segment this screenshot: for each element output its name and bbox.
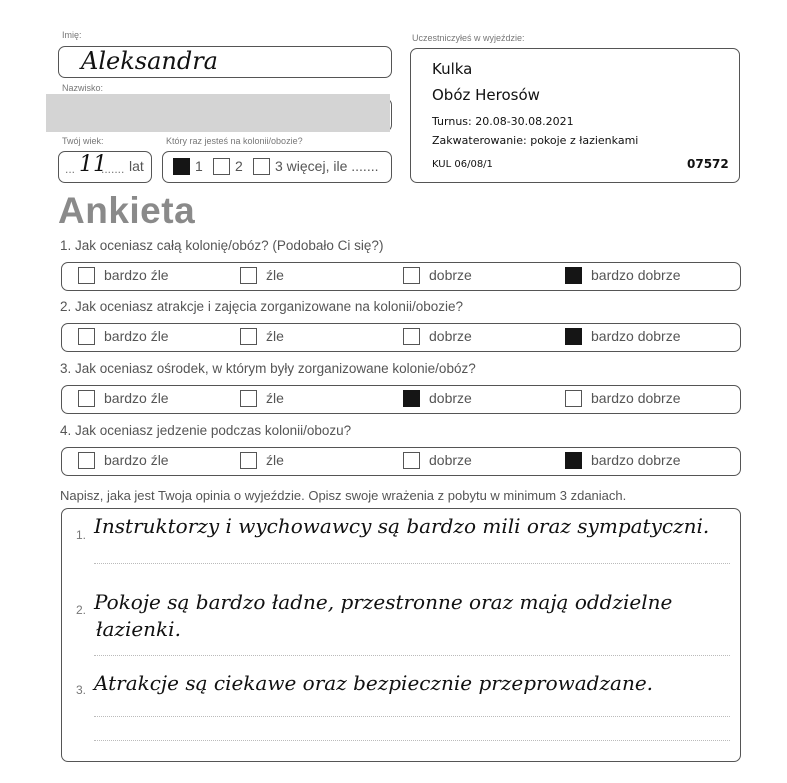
age-field[interactable] bbox=[58, 151, 152, 183]
q2-checkbox-zle[interactable] bbox=[240, 328, 257, 345]
times-option-3: 3 więcej, ile ....... bbox=[275, 158, 379, 174]
question-1-text: 1. Jak oceniasz całą kolonię/obóz? (Podobało Ci się?) bbox=[60, 238, 384, 253]
answer-line-divider bbox=[94, 716, 730, 717]
q2-option-label: bardzo źle bbox=[104, 328, 169, 344]
answer-3-line-1: Atrakcje są ciekawe oraz bezpiecznie przeprowadzane. bbox=[94, 671, 654, 695]
age-dots-before: ... bbox=[65, 162, 76, 176]
name-value: Aleksandra bbox=[81, 47, 218, 75]
q1-option-label: bardzo dobrze bbox=[591, 267, 681, 283]
q3-checkbox-bardzo-zle[interactable] bbox=[78, 390, 95, 407]
participant-accommodation: Zakwaterowanie: pokoje z łazienkami bbox=[432, 134, 639, 147]
q2-checkbox-bardzo-dobrze[interactable] bbox=[565, 328, 582, 345]
q4-option-label: dobrze bbox=[429, 452, 472, 468]
q4-option-label: źle bbox=[266, 452, 284, 468]
answer-line-divider bbox=[94, 655, 730, 656]
question-3-options bbox=[61, 385, 741, 414]
age-dots-after: ....... bbox=[101, 162, 125, 176]
q2-option-label: bardzo dobrze bbox=[591, 328, 681, 344]
participant-code: KUL 06/08/1 bbox=[432, 159, 493, 170]
q1-option-label: bardzo źle bbox=[104, 267, 169, 283]
q4-option-label: bardzo źle bbox=[104, 452, 169, 468]
answer-2-number: 2. bbox=[76, 603, 87, 617]
participant-number: 07572 bbox=[687, 157, 729, 171]
question-4-text: 4. Jak oceniasz jedzenie podczas kolonii/obozu? bbox=[60, 423, 352, 438]
answer-line-divider bbox=[94, 740, 730, 741]
times-option-2: 2 bbox=[235, 158, 243, 174]
q1-checkbox-bardzo-dobrze[interactable] bbox=[565, 267, 582, 284]
q2-option-label: dobrze bbox=[429, 328, 472, 344]
q3-checkbox-dobrze[interactable] bbox=[403, 390, 420, 407]
q1-checkbox-dobrze[interactable] bbox=[403, 267, 420, 284]
opinion-prompt: Napisz, jaka jest Twoja opinia o wyjeździe. Opisz swoje wrażenia z pobytu w minimum 3 zdaniach. bbox=[60, 488, 627, 503]
q4-checkbox-dobrze[interactable] bbox=[403, 452, 420, 469]
q4-checkbox-bardzo-zle[interactable] bbox=[78, 452, 95, 469]
answer-line-divider bbox=[94, 563, 730, 564]
answer-1-number: 1. bbox=[76, 528, 87, 542]
q1-option-label: źle bbox=[266, 267, 284, 283]
question-4-options bbox=[61, 447, 741, 476]
q3-option-label: bardzo źle bbox=[104, 390, 169, 406]
q2-checkbox-bardzo-zle[interactable] bbox=[78, 328, 95, 345]
age-label: Twój wiek: bbox=[62, 136, 104, 146]
times-field bbox=[162, 151, 392, 183]
q1-checkbox-zle[interactable] bbox=[240, 267, 257, 284]
answer-2-line-1: Pokoje są bardzo ładne, przestronne oraz mają oddzielne bbox=[94, 590, 673, 614]
times-checkbox-1[interactable] bbox=[173, 158, 190, 175]
q3-option-label: źle bbox=[266, 390, 284, 406]
participant-turnus: Turnus: 20.08-30.08.2021 bbox=[432, 115, 574, 128]
answer-3-number: 3. bbox=[76, 683, 87, 697]
answer-2-line-2: łazienki. bbox=[96, 617, 181, 641]
q1-option-label: dobrze bbox=[429, 267, 472, 283]
question-2-options bbox=[61, 323, 741, 352]
times-label: Który raz jesteś na kolonii/obozie? bbox=[166, 136, 303, 146]
participant-org: Kulka bbox=[432, 60, 473, 78]
name-field[interactable] bbox=[58, 46, 392, 78]
q2-checkbox-dobrze[interactable] bbox=[403, 328, 420, 345]
q1-checkbox-bardzo-zle[interactable] bbox=[78, 267, 95, 284]
q3-option-label: dobrze bbox=[429, 390, 472, 406]
q4-checkbox-zle[interactable] bbox=[240, 452, 257, 469]
participant-label: Uczestniczyłeś w wyjeździe: bbox=[412, 33, 525, 43]
times-checkbox-3[interactable] bbox=[253, 158, 270, 175]
times-checkbox-2[interactable] bbox=[213, 158, 230, 175]
q3-checkbox-zle[interactable] bbox=[240, 390, 257, 407]
q4-checkbox-bardzo-dobrze[interactable] bbox=[565, 452, 582, 469]
participant-camp: Obóz Herosów bbox=[432, 86, 540, 104]
question-2-text: 2. Jak oceniasz atrakcje i zajęcia zorganizowane na kolonii/obozie? bbox=[60, 299, 463, 314]
q2-option-label: źle bbox=[266, 328, 284, 344]
q3-option-label: bardzo dobrze bbox=[591, 390, 681, 406]
participant-card bbox=[410, 48, 740, 183]
answer-1-line-1: Instruktorzy i wychowawcy są bardzo mili oraz sympatyczni. bbox=[94, 514, 710, 538]
survey-title: Ankieta bbox=[58, 190, 196, 231]
surname-label: Nazwisko: bbox=[62, 83, 104, 93]
q4-option-label: bardzo dobrze bbox=[591, 452, 681, 468]
q3-checkbox-bardzo-dobrze[interactable] bbox=[565, 390, 582, 407]
question-3-text: 3. Jak oceniasz ośrodek, w którym były zorganizowane kolonie/obóz? bbox=[60, 361, 476, 376]
age-value: 11 bbox=[79, 152, 107, 177]
times-option-1: 1 bbox=[195, 158, 203, 174]
question-1-options bbox=[61, 262, 741, 291]
age-unit: lat bbox=[129, 158, 144, 174]
name-label: Imię: bbox=[62, 30, 82, 40]
surname-redaction bbox=[46, 94, 390, 132]
